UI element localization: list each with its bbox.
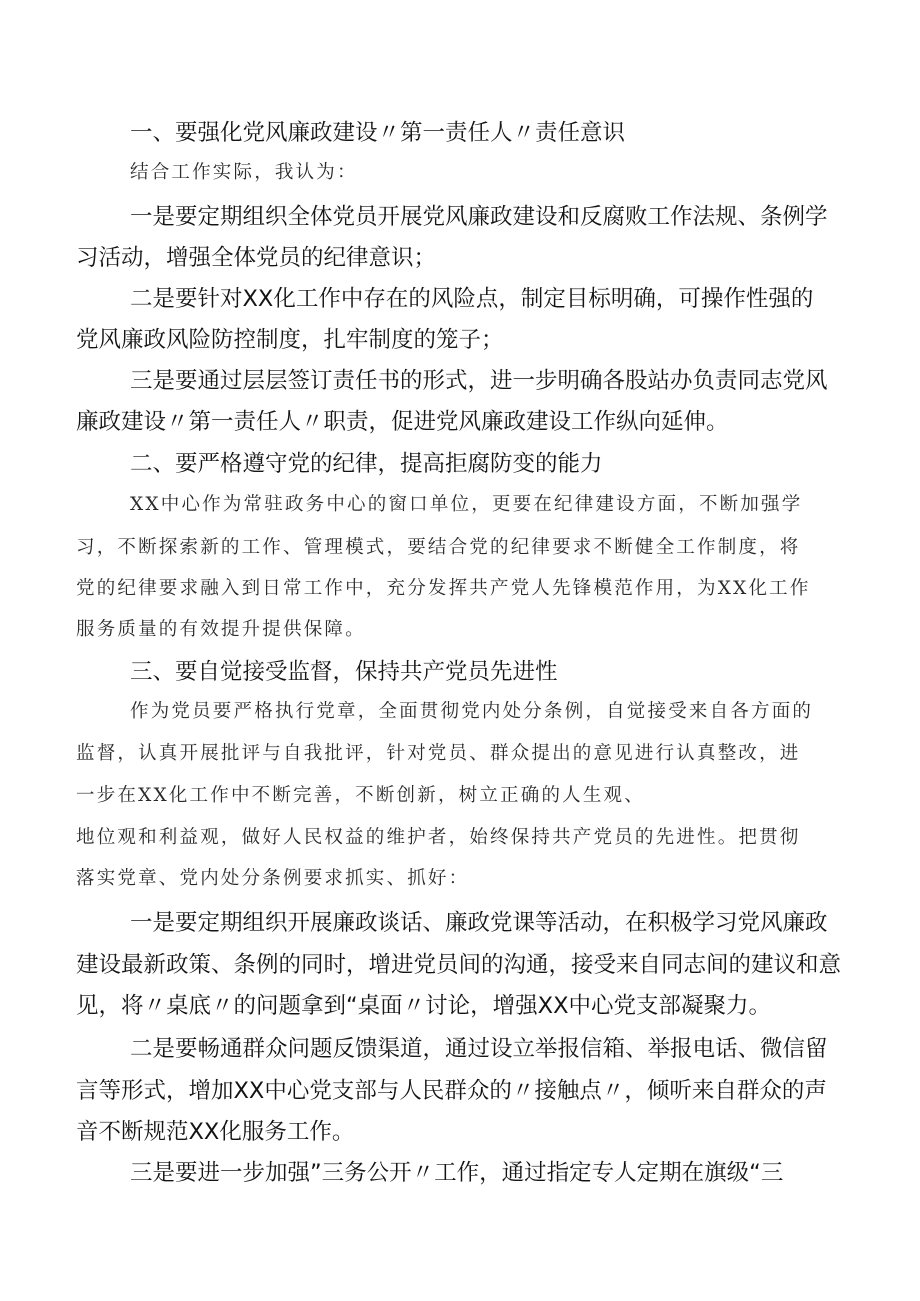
paragraph-line: 音不断规范XX化服务工作。 [76,1119,355,1145]
paragraph-line: 一步在XX化工作中不断完善，不断创新，树立正确的人生观、 [76,785,645,806]
section-heading-2: 二、要严格遵守党的纪律，提高拒腐防变的能力 [130,451,603,477]
section-heading-3: 三、要自觉接受监督，保持共产党员先进性 [130,659,558,685]
paragraph-line: 作为党员要严格执行党章，全面贯彻党内处分条例，自觉接受来自各方面的 [130,701,814,722]
paragraph-line: 见，将〃桌底〃的问题拿到“桌面〃讨论，增强XX中心党支部凝聚力。 [76,993,771,1019]
paragraph-line: 服务质量的有效提升提供保障。 [76,619,366,640]
paragraph-line: 一是要定期组织全体党员开展党风廉政建设和反腐败工作法规、条例学 [130,204,828,230]
paragraph-line: 廉政建设〃第一责任人〃职责，促进党风廉政建设工作纵向延伸。 [76,409,729,435]
paragraph-line: 结合工作实际，我认为： [130,162,358,183]
paragraph-line: 党风廉政风险防控制度，扎牢制度的笼子； [76,327,504,353]
paragraph-line: 地位观和利益观，做好人民权益的维护者，始终保持共产党员的先进性。把贯彻 [76,827,801,848]
paragraph-line: 三是要进一步加强”三务公开〃工作，通过指定专人定期在旗级“三 [130,1160,784,1186]
paragraph-line: 习活动，增强全体党员的纪律意识； [76,245,437,271]
paragraph-line: 落实党章、党内处分条例要求抓实、抓好： [76,868,470,889]
paragraph-line: 习，不断探索新的工作、管理模式，要结合党的纪律要求不断健全工作制度，将 [76,537,801,558]
paragraph-line: 党的纪律要求融入到日常工作中，充分发挥共产党人先锋模范作用，为XX化工作 [76,578,811,599]
paragraph-line: 言等形式，增加XX中心党支部与人民群众的〃接触点〃，倾听来自群众的声 [76,1078,827,1104]
paragraph-line: 监督，认真开展批评与自我批评，针对党员、群众提出的意见进行认真整改，进 [76,743,801,764]
paragraph-line: 一是要定期组织开展廉政谈话、廉政党课等活动，在积极学习党风廉政 [130,910,828,936]
paragraph-line: 二是要针对XX化工作中存在的风险点，制定目标明确，可操作性强的 [130,286,814,312]
paragraph-line: 三是要通过层层签订责任书的形式，进一步明确各股站办负责同志党风 [130,368,828,394]
paragraph-line: 二是要畅通群众问题反馈渠道，通过设立举报信箱、举报电话、微信留 [130,1036,828,1062]
paragraph-line: 建设最新政策、条例的同时，增进党员间的沟通，接受来自同志间的建议和意 [76,952,842,978]
paragraph-line: XX中心作为常驻政务中心的窗口单位，更要在纪律建设方面，不断加强学 [130,494,803,515]
section-heading-1: 一、要强化党风廉政建设〃第一责任人〃责任意识 [130,120,626,146]
